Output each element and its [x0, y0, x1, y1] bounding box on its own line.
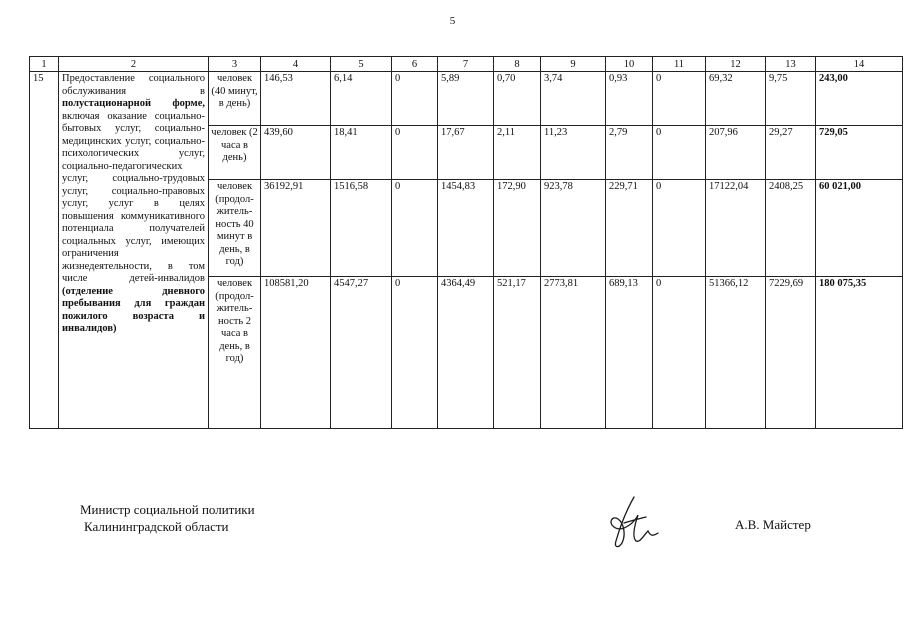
value-cell: 0 [653, 277, 706, 429]
service-description [59, 72, 209, 429]
row-number: 15 [30, 72, 59, 429]
value-cell: 689,13 [606, 277, 653, 429]
value-cell: 229,71 [606, 180, 653, 277]
total-cell: 243,00 [816, 72, 903, 126]
value-cell: 17,67 [438, 126, 494, 180]
value-cell: 4547,27 [331, 277, 392, 429]
unit-cell: человек (продол-житель-ность 2 часа в день, в год) [209, 277, 261, 429]
col-header: 2 [59, 57, 209, 72]
value-cell: 2,11 [494, 126, 541, 180]
col-header: 1 [30, 57, 59, 72]
desc-bold-department: (отделение дневного пребывания для граждан пожилого возраста и инвалидов) [62, 285, 205, 334]
value-cell: 4364,49 [438, 277, 494, 429]
value-cell: 0,70 [494, 72, 541, 126]
col-header: 11 [653, 57, 706, 72]
col-header: 7 [438, 57, 494, 72]
value-cell: 521,17 [494, 277, 541, 429]
col-header: 13 [766, 57, 816, 72]
value-cell: 0 [392, 180, 438, 277]
col-header: 3 [209, 57, 261, 72]
page-number: 5 [449, 15, 456, 27]
value-cell: 108581,20 [261, 277, 331, 429]
col-header: 6 [392, 57, 438, 72]
value-cell: 0 [392, 72, 438, 126]
desc-text: Предоставление социального обслуживания в [62, 73, 205, 97]
signatory-name: А.В. Майстер [735, 517, 811, 532]
total-cell: 60 021,00 [816, 180, 903, 277]
value-cell: 2773,81 [541, 277, 606, 429]
value-cell: 172,90 [494, 180, 541, 277]
value-cell: 439,60 [261, 126, 331, 180]
unit-cell: человек (40 минут, в день) [209, 72, 261, 126]
value-cell: 5,89 [438, 72, 494, 126]
total-cell: 180 075,35 [816, 277, 903, 429]
col-header: 8 [494, 57, 541, 72]
cost-table [29, 56, 903, 429]
value-cell: 6,14 [331, 72, 392, 126]
value-cell: 3,74 [541, 72, 606, 126]
value-cell: 1454,83 [438, 180, 494, 277]
signatory-position [80, 501, 255, 535]
value-cell: 2,79 [606, 126, 653, 180]
value-cell: 0 [653, 72, 706, 126]
value-cell: 69,32 [706, 72, 766, 126]
value-cell: 51366,12 [706, 277, 766, 429]
value-cell: 0,93 [606, 72, 653, 126]
col-header: 10 [606, 57, 653, 72]
value-cell: 18,41 [331, 126, 392, 180]
value-cell: 17122,04 [706, 180, 766, 277]
handwritten-signature [604, 493, 674, 553]
desc-bold-form: полустационарной форме, [62, 98, 205, 109]
header-row [30, 57, 903, 72]
position-line-1: Министр социальной политики [80, 502, 255, 517]
desc-text-services: включая оказание социально-бытовых услуг, социально-медицинских услуг, социально-психологических услуг, социально-педагогических услуг, социально-трудовых услуг, социально-правовых услуг, услуг в целях повышения коммуникативного потенциала получателей социальных услуг, имеющих ограничения жизнедеятельности, в том числе детей-инвалидов [62, 110, 205, 284]
value-cell: 0 [653, 180, 706, 277]
value-cell: 1516,58 [331, 180, 392, 277]
value-cell: 0 [392, 126, 438, 180]
value-cell: 36192,91 [261, 180, 331, 277]
unit-cell: человек (2 часа в день) [209, 126, 261, 180]
table-row [30, 72, 903, 126]
value-cell: 29,27 [766, 126, 816, 180]
unit-cell: человек (продол-житель-ность 40 минут в день, в год) [209, 180, 261, 277]
col-header: 5 [331, 57, 392, 72]
value-cell: 11,23 [541, 126, 606, 180]
position-line-2: Калининградской области [84, 519, 229, 534]
value-cell: 2408,25 [766, 180, 816, 277]
value-cell: 9,75 [766, 72, 816, 126]
value-cell: 0 [653, 126, 706, 180]
value-cell: 7229,69 [766, 277, 816, 429]
value-cell: 207,96 [706, 126, 766, 180]
col-header: 14 [816, 57, 903, 72]
col-header: 9 [541, 57, 606, 72]
col-header: 12 [706, 57, 766, 72]
value-cell: 146,53 [261, 72, 331, 126]
col-header: 4 [261, 57, 331, 72]
total-cell: 729,05 [816, 126, 903, 180]
value-cell: 0 [392, 277, 438, 429]
value-cell: 923,78 [541, 180, 606, 277]
